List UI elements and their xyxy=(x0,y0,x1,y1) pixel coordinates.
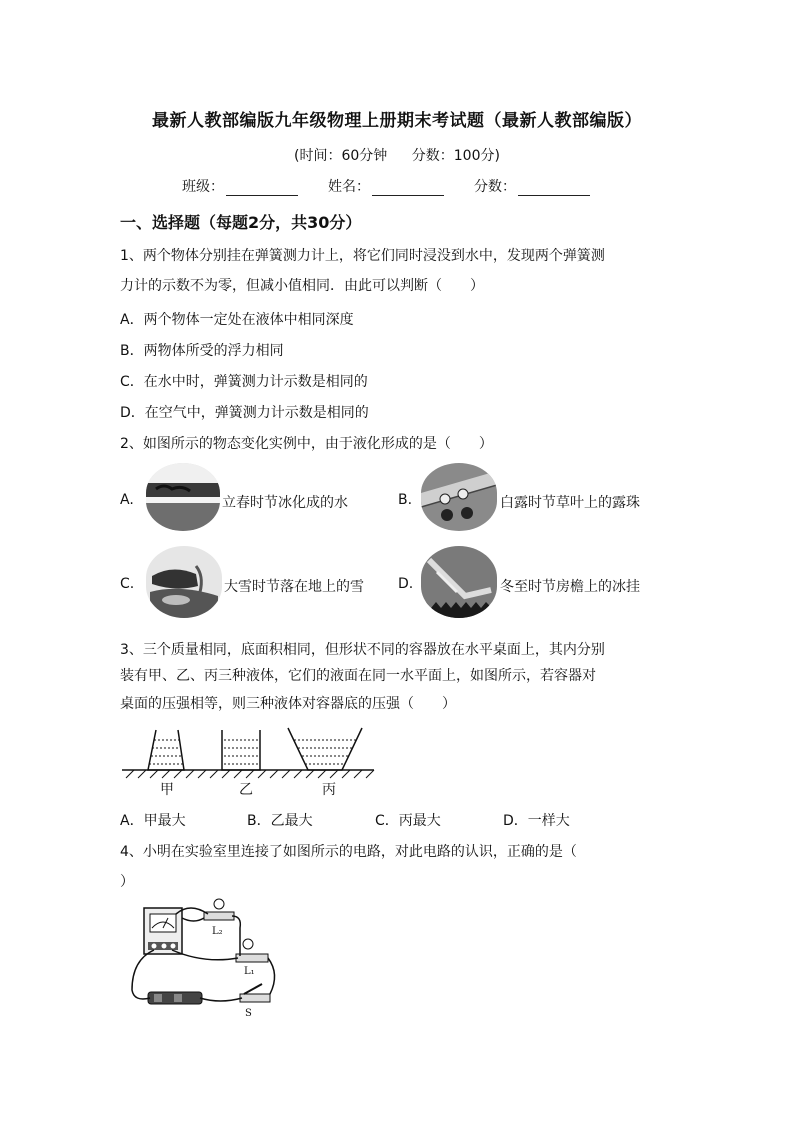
name-field: 姓名： xyxy=(328,176,444,196)
q2-option-c-label: C. xyxy=(120,576,135,592)
q3-option-d: D．一样大 xyxy=(503,813,570,829)
q2-option-a-caption: 立春时节冰化成的水 xyxy=(222,495,348,511)
q3-containers-figure xyxy=(118,724,378,780)
q3-stem-line3: 桌面的压强相等，则三种液体对容器底的压强（ ） xyxy=(120,696,456,712)
exam-meta xyxy=(0,145,794,165)
q3-option-b: B．乙最大 xyxy=(247,813,313,829)
class-field: 班级： xyxy=(182,176,298,196)
q1-option-c: C．在水中时，弹簧测力计示数是相同的 xyxy=(120,374,368,390)
q3-option-c: C．丙最大 xyxy=(375,813,441,829)
q2-photo-d xyxy=(421,546,497,618)
points-field: 分数： xyxy=(474,176,590,196)
q3-option-a: A．甲最大 xyxy=(120,813,186,829)
q3-label-yi: 乙 xyxy=(239,782,253,798)
score-info: 分数：100分) xyxy=(411,148,500,164)
q1-option-b: B．两物体所受的浮力相同 xyxy=(120,343,284,359)
q3-stem-line1: 3、三个质量相同，底面积相同，但形状不同的容器放在水平桌面上，其内分别 xyxy=(120,642,605,658)
q4-stem-line1: 4、小明在实验室里连接了如图所示的电路，对此电路的认识，正确的是（ xyxy=(120,844,577,860)
q2-photo-c xyxy=(146,546,222,618)
page-title: 最新人教部编版九年级物理上册期末考试题（最新人教部编版） xyxy=(152,111,642,131)
q4-label-l2: L₂ xyxy=(212,926,223,937)
class-blank xyxy=(226,181,298,196)
q3-label-jia: 甲 xyxy=(160,782,174,798)
q2-option-b-label: B. xyxy=(398,492,413,508)
section-heading: 一、选择题（每题2分，共30分） xyxy=(120,213,362,232)
q2-option-d-label: D. xyxy=(398,576,414,592)
q4-stem-line2: ） xyxy=(120,874,134,890)
name-blank xyxy=(372,181,444,196)
q1-stem-line1: 1、两个物体分别挂在弹簧测力计上，将它们同时浸没到水中，发现两个弹簧测 xyxy=(120,248,605,264)
q2-photo-a xyxy=(146,463,220,531)
q1-option-d: D．在空气中，弹簧测力计示数是相同的 xyxy=(120,405,369,421)
q4-circuit-figure xyxy=(124,894,284,1024)
q2-photo-b xyxy=(421,463,497,531)
points-blank xyxy=(518,181,590,196)
q2-stem: 2、如图所示的物态变化实例中，由于液化形成的是（ ） xyxy=(120,436,493,452)
q3-label-bing: 丙 xyxy=(322,782,336,798)
student-info xyxy=(182,176,620,196)
q2-option-d-caption: 冬至时节房檐上的冰挂 xyxy=(500,579,640,595)
q2-option-c-caption: 大雪时节落在地上的雪 xyxy=(224,579,364,595)
q3-stem-line2: 装有甲、乙、丙三种液体，它们的液面在同一水平面上，如图所示，若容器对 xyxy=(120,668,596,684)
q2-option-a-label: A. xyxy=(120,492,134,508)
q1-stem-line2: 力计的示数不为零，但减小值相同．由此可以判断（ ） xyxy=(120,278,484,294)
q2-option-b-caption: 白露时节草叶上的露珠 xyxy=(500,495,640,511)
q4-label-l1: L₁ xyxy=(244,966,255,977)
q4-label-switch: S xyxy=(245,1008,252,1019)
q1-option-a: A．两个物体一定处在液体中相同深度 xyxy=(120,312,354,328)
time-info: (时间：60分钟 xyxy=(294,148,388,164)
